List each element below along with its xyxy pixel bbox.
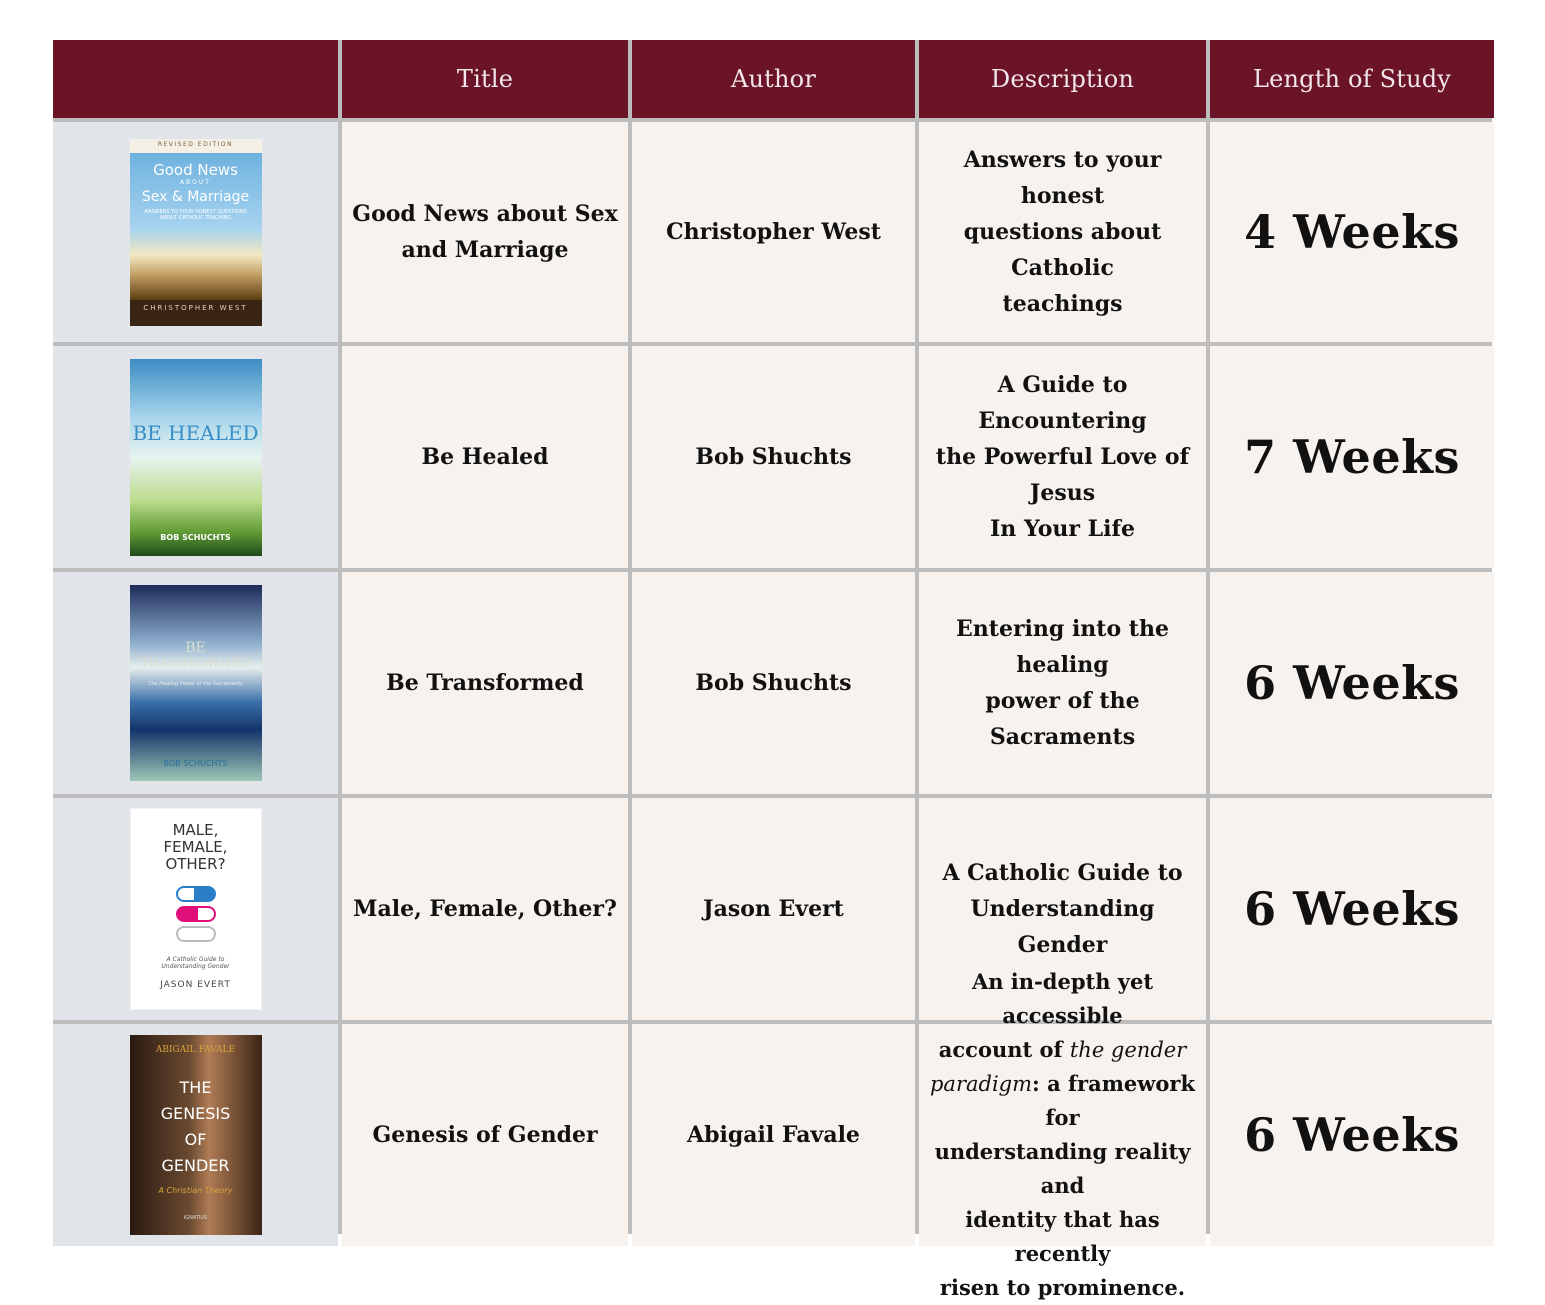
author-cell: Christopher West <box>632 122 915 342</box>
cover-text: Sex & Marriage <box>141 188 250 205</box>
book-cover-genesis-of-gender <box>130 1035 262 1235</box>
book-cover-good-news <box>130 139 262 326</box>
title-cell: Genesis of Gender <box>342 1024 628 1246</box>
toggle-icon <box>176 886 216 902</box>
header-title: Title <box>342 40 628 118</box>
header-description: Description <box>919 40 1206 118</box>
cover-cell <box>53 1024 338 1246</box>
cover-cell <box>53 572 338 794</box>
cover-text: BOB SCHUCHTS <box>163 759 228 768</box>
cover-cell <box>53 798 338 1020</box>
length-cell: 6 Weeks <box>1210 572 1494 794</box>
title-cell: Be Transformed <box>342 572 628 794</box>
description-line: Entering into the healing <box>956 616 1169 678</box>
cover-text: GENESIS <box>160 1104 231 1123</box>
cover-text: REVISED EDITION <box>157 140 234 148</box>
cover-text: BOB SCHUCHTS <box>160 532 231 542</box>
cover-cell <box>53 122 338 342</box>
cover-text: The Healing Power of the Sacraments <box>148 681 243 687</box>
description-line: risen to prominence. <box>939 1275 1186 1300</box>
cover-text: Good News <box>153 160 238 179</box>
author-cell: Bob Shuchts <box>632 346 915 568</box>
cover-text: CHRISTOPHER WEST <box>143 303 248 312</box>
description-cell <box>919 969 1206 1300</box>
description-line: identity that has recently <box>965 1207 1160 1266</box>
description-line: questions about Catholic <box>963 219 1162 281</box>
description-line: power of the Sacraments <box>985 688 1140 750</box>
author-cell: Abigail Favale <box>632 1024 915 1246</box>
book-cover-male-female-other <box>130 808 262 1010</box>
description-emphasis: the gender <box>1069 1038 1187 1062</box>
description-line: Understanding Gender <box>970 896 1155 958</box>
description-line <box>925 1067 1200 1135</box>
description-line: An in-depth yet accessible <box>971 969 1154 1028</box>
cover-text: A Christian Theory <box>158 1186 233 1195</box>
length-cell: 7 Weeks <box>1210 346 1494 568</box>
header-cover <box>53 40 338 118</box>
description-text: account of <box>938 1037 1070 1062</box>
title-cell: Good News about Sex and Marriage <box>342 122 628 342</box>
description-cell <box>919 122 1206 342</box>
cover-text: BE <box>185 640 206 656</box>
cover-text: THE <box>179 1078 212 1097</box>
title-cell: Be Healed <box>342 346 628 568</box>
description-line: A Catholic Guide to <box>942 860 1183 886</box>
toggle-switches-graphic <box>130 882 262 946</box>
toggle-icon <box>176 926 216 942</box>
cover-text: ANSWERS TO YOUR HONEST QUESTIONS ABOUT CATHOLIC TEACHING <box>144 208 247 221</box>
title-cell: Male, Female, Other? <box>342 798 628 1020</box>
toggle-icon <box>176 906 216 922</box>
cover-text: OTHER? <box>165 855 226 873</box>
description-text: : a framework for <box>1032 1071 1195 1130</box>
description-line: A Guide to Encountering <box>978 372 1147 434</box>
cover-text: BE HEALED <box>132 420 259 445</box>
cover-text: ABOUT <box>180 178 211 186</box>
book-cover-be-healed <box>130 359 262 556</box>
cover-text: FEMALE, <box>163 838 228 856</box>
cover-text: ABIGAIL FAVALE <box>155 1045 236 1055</box>
header-author: Author <box>632 40 915 118</box>
cover-text: OF <box>184 1130 207 1149</box>
cover-text: TRANSFORMED <box>140 656 251 671</box>
study-table <box>53 40 1492 1300</box>
description-line <box>925 1033 1200 1067</box>
cover-text: MALE, <box>172 821 219 839</box>
cover-text: IGNATIUS <box>183 1215 208 1221</box>
length-cell: 6 Weeks <box>1210 1024 1494 1246</box>
length-cell: 6 Weeks <box>1210 798 1494 1020</box>
description-line: In Your Life <box>990 516 1135 542</box>
description-emphasis: paradigm <box>929 1072 1033 1096</box>
description-line: understanding reality and <box>934 1139 1191 1198</box>
book-cover-be-transformed <box>130 585 262 781</box>
description-cell <box>919 572 1206 794</box>
author-cell: Bob Shuchts <box>632 572 915 794</box>
cover-text: JASON EVERT <box>160 980 231 990</box>
description-line: teachings <box>1002 291 1123 317</box>
length-cell: 4 Weeks <box>1210 122 1494 342</box>
cover-text: GENDER <box>161 1156 230 1175</box>
description-line: Answers to your honest <box>963 147 1162 209</box>
cover-text: A Catholic Guide to Understanding Gender <box>161 956 230 970</box>
description-line: the Powerful Love of Jesus <box>935 444 1190 506</box>
description-cell <box>919 346 1206 568</box>
author-cell: Jason Evert <box>632 798 915 1020</box>
header-length: Length of Study <box>1210 40 1494 118</box>
cover-cell <box>53 346 338 568</box>
